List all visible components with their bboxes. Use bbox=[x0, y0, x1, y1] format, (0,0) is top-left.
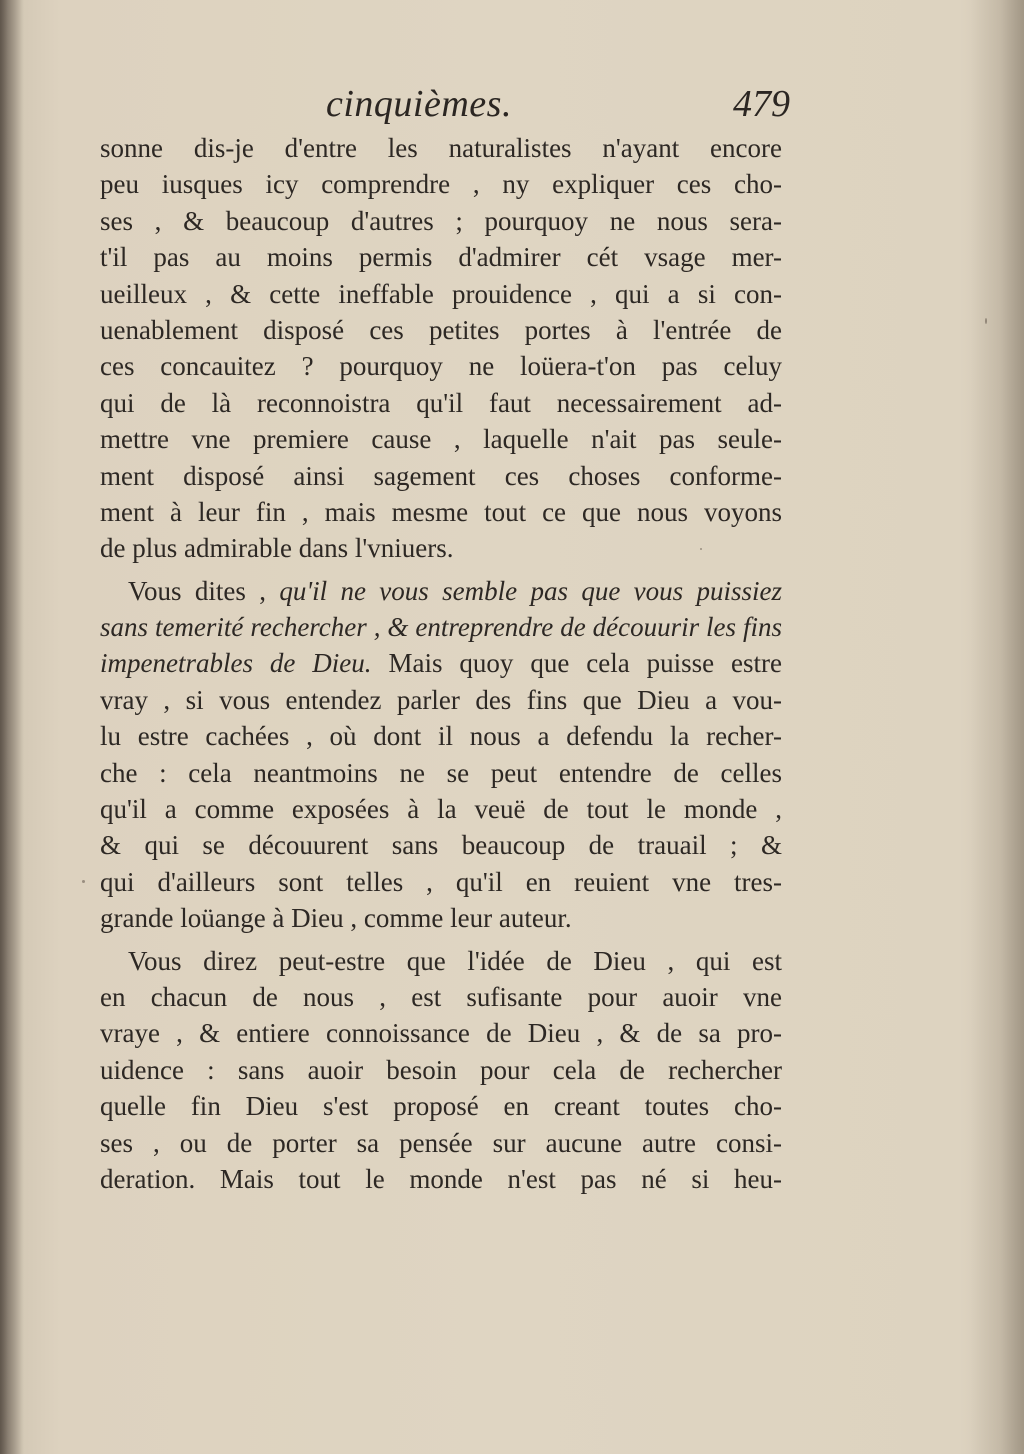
paragraph bbox=[100, 130, 782, 567]
text-line: en chacun de nous , est sufisante pour auoir vne bbox=[100, 981, 782, 1012]
italic-quotation: qu'il ne vous semble pas que vous puissiez bbox=[279, 575, 782, 606]
paper-speck bbox=[700, 548, 702, 550]
text-line: peu iusques icy comprendre , ny expliquer ces cho- bbox=[100, 169, 782, 200]
text-line bbox=[100, 573, 782, 609]
text-line: ces concauitez ? pourquoy ne loüera-t'on pas celuy bbox=[100, 351, 782, 382]
text-line bbox=[100, 609, 782, 645]
paragraph bbox=[100, 943, 782, 1198]
text-line: de plus admirable dans l'vniuers. bbox=[100, 533, 454, 564]
running-title: cinquièmes. bbox=[326, 83, 512, 125]
text-line: ueilleux , & cette ineffable prouidence , qui a si con- bbox=[100, 278, 782, 309]
text-line bbox=[100, 645, 782, 681]
text-line: qui d'ailleurs sont telles , qu'il en reuient vne tres- bbox=[100, 866, 782, 897]
text-line: qui de là reconnoistra qu'il faut necessairement ad- bbox=[100, 387, 782, 418]
text-line: t'il pas au moins permis d'admirer cét vsage mer- bbox=[100, 242, 782, 273]
text-line: ment à leur fin , mais mesme tout ce que nous voyons bbox=[100, 496, 782, 527]
text-line: che : cela neantmoins ne se peut entendre de celles bbox=[100, 757, 782, 788]
text-line: vray , si vous entendez parler des fins que Dieu a vou- bbox=[100, 684, 782, 715]
text-line: qu'il a comme exposées à la veuë de tout le monde , bbox=[100, 794, 782, 825]
text-line: uenablement disposé ces petites portes à l'entrée de bbox=[100, 314, 782, 345]
running-head bbox=[100, 82, 790, 132]
text-line: uidence : sans auoir besoin pour cela de rechercher bbox=[100, 1054, 782, 1085]
text-line: Vous direz peut-estre que l'idée de Dieu , qui est bbox=[128, 945, 782, 976]
roman-text: Vous dites , bbox=[128, 575, 280, 606]
italic-quotation: impenetrables de Dieu. bbox=[100, 648, 372, 679]
text-line: ses , ou de porter sa pensée sur aucune autre consi- bbox=[100, 1127, 782, 1158]
page-number: 479 bbox=[733, 83, 790, 125]
italic-quotation: sans temerité rechercher , & entreprendre de découurir les fins bbox=[100, 612, 782, 643]
text-line: mettre vne premiere cause , laquelle n'ait pas seule- bbox=[100, 424, 782, 455]
paper-speck bbox=[82, 880, 85, 883]
text-line: lu estre cachées , où dont il nous a defendu la recher- bbox=[100, 721, 782, 752]
text-line: quelle fin Dieu s'est proposé en creant toutes cho- bbox=[100, 1091, 782, 1122]
text-line: ses , & beaucoup d'autres ; pourquoy ne nous sera- bbox=[100, 205, 782, 236]
roman-text: Mais quoy que cela puisse estre bbox=[371, 648, 783, 679]
body-text bbox=[100, 130, 782, 1197]
text-line: vraye , & entiere connoissance de Dieu , & de sa pro- bbox=[100, 1018, 782, 1049]
text-line: deration. Mais tout le monde n'est pas né si heu- bbox=[100, 1163, 782, 1194]
text-line: ment disposé ainsi sagement ces choses conforme- bbox=[100, 460, 782, 491]
text-line: grande loüange à Dieu , comme leur auteur. bbox=[100, 903, 572, 934]
paper-speck bbox=[985, 318, 987, 324]
text-line: sonne dis-je d'entre les naturalistes n'ayant encore bbox=[100, 133, 782, 163]
text-line: & qui se découurent sans beaucoup de trauail ; & bbox=[100, 830, 782, 861]
paragraph bbox=[100, 573, 782, 937]
